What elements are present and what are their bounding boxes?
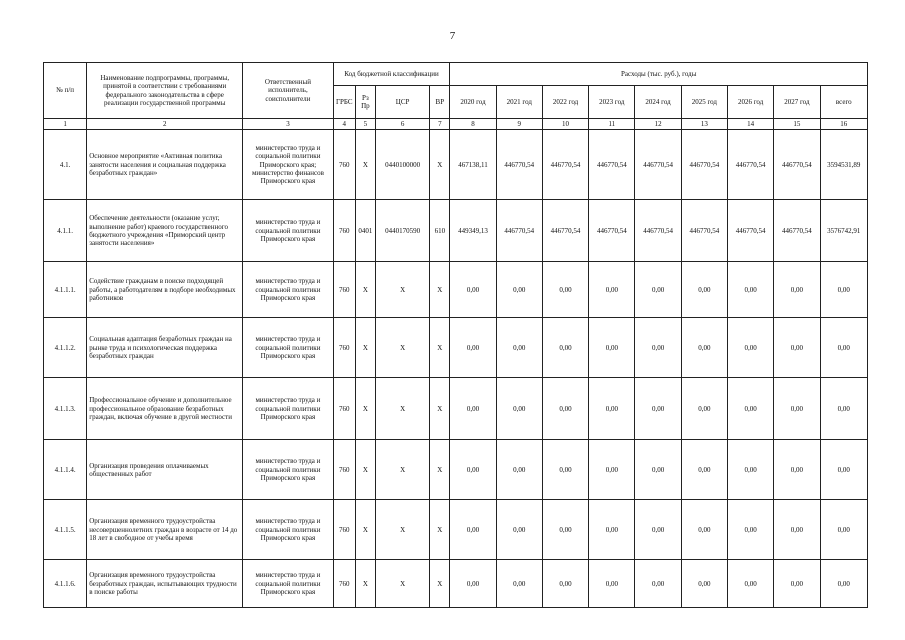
row-grbs: 760 — [333, 440, 355, 500]
header-year: 2024 год — [635, 86, 681, 119]
table-row — [44, 378, 868, 440]
header-year: 2026 год — [727, 86, 773, 119]
row-grbs: 760 — [333, 318, 355, 378]
table-row — [44, 262, 868, 318]
row-vr: X — [430, 318, 450, 378]
row-vr: X — [430, 500, 450, 560]
row-rzpr: X — [355, 130, 375, 200]
row-year-value: 0,00 — [635, 500, 681, 560]
row-num: 4.1.1.4. — [44, 440, 87, 500]
row-csr: X — [375, 500, 429, 560]
row-csr: X — [375, 378, 429, 440]
row-year-value: 449349,13 — [450, 200, 496, 262]
row-vr: X — [430, 130, 450, 200]
row-year-value: 0,00 — [542, 560, 588, 608]
row-year-value: 0,00 — [681, 262, 727, 318]
row-year-value: 0,00 — [727, 560, 773, 608]
row-vr: X — [430, 440, 450, 500]
row-name: Профессиональное обучение и дополнительное профессиональное образование безработных граждан, включая обучение в другой местности — [87, 378, 243, 440]
row-year-value: 0,00 — [450, 318, 496, 378]
row-year-value: 0,00 — [450, 262, 496, 318]
column-index-cell: 11 — [589, 119, 635, 130]
header-year: 2023 год — [589, 86, 635, 119]
row-year-value: 446770,54 — [635, 130, 681, 200]
row-year-value: 446770,54 — [681, 130, 727, 200]
header-name: Наименование подпрограммы, программы, принятой в соответствии с требованиями федерального законодательства в сфере реализации государственной программы — [87, 63, 243, 119]
row-year-value: 0,00 — [681, 500, 727, 560]
row-year-value: 0,00 — [727, 318, 773, 378]
row-year-value: 0,00 — [589, 560, 635, 608]
row-year-value: 446770,54 — [727, 130, 773, 200]
row-year-value: 446770,54 — [727, 200, 773, 262]
column-index-cell: 4 — [333, 119, 355, 130]
row-year-value: 0,00 — [589, 318, 635, 378]
row-year-value: 0,00 — [681, 560, 727, 608]
column-index-row — [44, 119, 868, 130]
row-executor: министерство труда и социальной политики Приморского края; министерство финансов Приморского края — [243, 130, 334, 200]
row-executor: министерство труда и социальной политики Приморского края — [243, 500, 334, 560]
row-grbs: 760 — [333, 378, 355, 440]
row-year-value: 446770,54 — [774, 130, 820, 200]
row-year-value: 0,00 — [635, 262, 681, 318]
row-csr: X — [375, 318, 429, 378]
row-name: Организация временного трудоустройства несовершеннолетних граждан в возрасте от 14 до 18 лет в свободное от учебы время — [87, 500, 243, 560]
row-year-value: 467138,11 — [450, 130, 496, 200]
column-index-cell: 8 — [450, 119, 496, 130]
row-year-value: 0,00 — [542, 262, 588, 318]
column-index-cell: 14 — [727, 119, 773, 130]
row-num: 4.1. — [44, 130, 87, 200]
table-row — [44, 130, 868, 200]
header-year: 2021 год — [496, 86, 542, 119]
row-num: 4.1.1.5. — [44, 500, 87, 560]
row-year-value: 0,00 — [727, 378, 773, 440]
row-year-value: 0,00 — [496, 262, 542, 318]
table-row — [44, 560, 868, 608]
row-rzpr: X — [355, 262, 375, 318]
header-year: 2025 год — [681, 86, 727, 119]
header-total: всего — [820, 86, 867, 119]
row-year-value: 0,00 — [496, 378, 542, 440]
header-year: 2020 год — [450, 86, 496, 119]
header-vr: ВР — [430, 86, 450, 119]
header-executor: Ответственный исполнитель, соисполнители — [243, 63, 334, 119]
row-year-value: 0,00 — [774, 560, 820, 608]
column-index-cell: 2 — [87, 119, 243, 130]
row-year-value: 0,00 — [542, 318, 588, 378]
row-csr: 0440170590 — [375, 200, 429, 262]
column-index-cell: 10 — [542, 119, 588, 130]
row-name: Организация временного трудоустройства безработных граждан, испытывающих трудности в поиске работы — [87, 560, 243, 608]
column-index-cell: 5 — [355, 119, 375, 130]
row-name: Содействие гражданам в поиске подходящей работы, а работодателям в подборе необходимых работников — [87, 262, 243, 318]
row-year-value: 446770,54 — [589, 200, 635, 262]
row-grbs: 760 — [333, 500, 355, 560]
page-number: 7 — [449, 30, 456, 42]
row-csr: X — [375, 560, 429, 608]
header-num: № п/п — [44, 63, 87, 119]
row-rzpr: X — [355, 500, 375, 560]
row-executor: министерство труда и социальной политики Приморского края — [243, 262, 334, 318]
row-year-value: 0,00 — [727, 262, 773, 318]
row-year-value: 0,00 — [774, 318, 820, 378]
row-year-value: 0,00 — [774, 378, 820, 440]
table-row — [44, 318, 868, 378]
row-csr: X — [375, 262, 429, 318]
row-year-value: 0,00 — [774, 500, 820, 560]
row-year-value: 0,00 — [589, 500, 635, 560]
row-year-value: 446770,54 — [681, 200, 727, 262]
row-year-value: 0,00 — [635, 318, 681, 378]
row-grbs: 760 — [333, 200, 355, 262]
row-year-value: 446770,54 — [542, 130, 588, 200]
header-year: 2022 год — [542, 86, 588, 119]
row-year-value: 0,00 — [450, 500, 496, 560]
row-rzpr: X — [355, 440, 375, 500]
row-grbs: 760 — [333, 560, 355, 608]
row-rzpr: X — [355, 318, 375, 378]
column-index-cell: 6 — [375, 119, 429, 130]
header-expenses: Расходы (тыс. руб.), годы — [450, 63, 868, 86]
row-year-value: 0,00 — [450, 560, 496, 608]
row-year-value: 446770,54 — [774, 200, 820, 262]
row-year-value: 446770,54 — [635, 200, 681, 262]
header-budget-code: Код бюджетной классификации — [333, 63, 450, 86]
column-index-cell: 3 — [243, 119, 334, 130]
row-rzpr: X — [355, 560, 375, 608]
row-year-value: 0,00 — [496, 500, 542, 560]
row-year-value: 0,00 — [450, 440, 496, 500]
row-year-value: 0,00 — [635, 378, 681, 440]
header-year: 2027 год — [774, 86, 820, 119]
row-year-value: 0,00 — [774, 262, 820, 318]
header-grbs: ГРБС — [333, 86, 355, 119]
row-year-value: 0,00 — [635, 560, 681, 608]
row-executor: министерство труда и социальной политики Приморского края — [243, 200, 334, 262]
row-name: Обеспечение деятельности (оказание услуг, выполнение работ) краевого государственного бюджетного учреждения «Приморский центр занятости населения» — [87, 200, 243, 262]
row-year-value: 0,00 — [681, 318, 727, 378]
row-vr: X — [430, 262, 450, 318]
row-grbs: 760 — [333, 130, 355, 200]
row-executor: министерство труда и социальной политики Приморского края — [243, 560, 334, 608]
column-index-cell: 9 — [496, 119, 542, 130]
row-year-value: 0,00 — [635, 440, 681, 500]
row-year-value: 0,00 — [774, 440, 820, 500]
header-rzpr: Рз Пр — [355, 86, 375, 119]
row-year-value: 0,00 — [542, 378, 588, 440]
row-rzpr: 0401 — [355, 200, 375, 262]
row-year-value: 0,00 — [496, 560, 542, 608]
row-num: 4.1.1.6. — [44, 560, 87, 608]
row-name: Основное мероприятие «Активная политика занятости населения и социальная поддержка безработных граждан» — [87, 130, 243, 200]
row-vr: 610 — [430, 200, 450, 262]
table-row — [44, 500, 868, 560]
row-num: 4.1.1.3. — [44, 378, 87, 440]
budget-table — [43, 62, 868, 608]
row-year-value: 0,00 — [727, 440, 773, 500]
row-year-value: 446770,54 — [496, 200, 542, 262]
row-rzpr: X — [355, 378, 375, 440]
column-index-cell: 12 — [635, 119, 681, 130]
row-year-value: 0,00 — [496, 318, 542, 378]
row-vr: X — [430, 560, 450, 608]
column-index-cell: 13 — [681, 119, 727, 130]
row-total: 0,00 — [820, 560, 867, 608]
row-year-value: 446770,54 — [542, 200, 588, 262]
row-year-value: 0,00 — [589, 378, 635, 440]
table-row — [44, 440, 868, 500]
row-total: 3594531,89 — [820, 130, 867, 200]
row-executor: министерство труда и социальной политики Приморского края — [243, 378, 334, 440]
row-csr: 0440100000 — [375, 130, 429, 200]
column-index-cell: 15 — [774, 119, 820, 130]
table-row — [44, 200, 868, 262]
row-year-value: 0,00 — [542, 500, 588, 560]
row-year-value: 446770,54 — [496, 130, 542, 200]
row-num: 4.1.1. — [44, 200, 87, 262]
row-total: 0,00 — [820, 262, 867, 318]
row-vr: X — [430, 378, 450, 440]
header-csr: ЦСР — [375, 86, 429, 119]
row-year-value: 0,00 — [542, 440, 588, 500]
column-index-cell: 16 — [820, 119, 867, 130]
row-executor: министерство труда и социальной политики Приморского края — [243, 440, 334, 500]
row-total: 0,00 — [820, 318, 867, 378]
row-total: 0,00 — [820, 440, 867, 500]
row-year-value: 0,00 — [681, 378, 727, 440]
row-num: 4.1.1.2. — [44, 318, 87, 378]
row-year-value: 0,00 — [496, 440, 542, 500]
row-year-value: 0,00 — [450, 378, 496, 440]
row-csr: X — [375, 440, 429, 500]
row-num: 4.1.1.1. — [44, 262, 87, 318]
row-year-value: 0,00 — [681, 440, 727, 500]
row-name: Организация проведения оплачиваемых общественных работ — [87, 440, 243, 500]
column-index-cell: 7 — [430, 119, 450, 130]
row-executor: министерство труда и социальной политики Приморского края — [243, 318, 334, 378]
row-year-value: 446770,54 — [589, 130, 635, 200]
row-total: 0,00 — [820, 500, 867, 560]
row-total: 0,00 — [820, 378, 867, 440]
row-year-value: 0,00 — [727, 500, 773, 560]
row-year-value: 0,00 — [589, 262, 635, 318]
row-year-value: 0,00 — [589, 440, 635, 500]
row-total: 3576742,91 — [820, 200, 867, 262]
row-grbs: 760 — [333, 262, 355, 318]
row-name: Социальная адаптация безработных граждан на рынке труда и психологическая поддержка безработных граждан — [87, 318, 243, 378]
column-index-cell: 1 — [44, 119, 87, 130]
